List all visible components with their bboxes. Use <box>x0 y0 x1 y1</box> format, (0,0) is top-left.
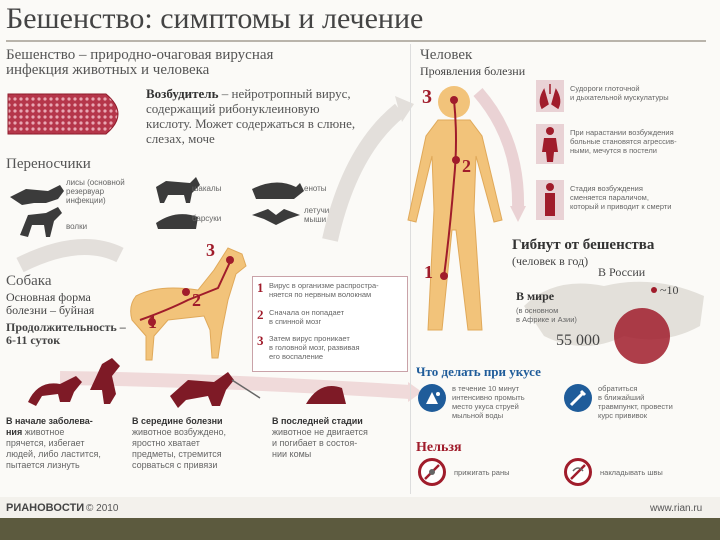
dog-num-2: 2 <box>192 290 201 310</box>
human-subtitle: Проявления болезни <box>420 64 526 78</box>
spread-step-2: Сначала он попадает в спинной мозг <box>269 308 345 326</box>
pathogen-line-4: слезах, моче <box>146 131 215 146</box>
dog-stage-1-icon <box>28 376 82 406</box>
dont-step-1: прижигать раны <box>454 468 510 477</box>
dog-num-3: 3 <box>206 240 215 260</box>
dont-title: Нельзя <box>416 440 462 455</box>
dont-step-2: накладывать швы <box>600 468 663 477</box>
carrier-raccoons: еноты <box>304 184 327 193</box>
human-point-2 <box>452 156 460 164</box>
dog-point-3 <box>226 256 234 264</box>
stage-2-text: В середине болезни животное возбуждено, яростно хватает предметы, стремится сорваться с привязи <box>132 416 227 470</box>
carrier-foxes: лисы (основной резервуар инфекции) <box>66 178 125 205</box>
todo-title: Что делать при укусе <box>416 364 541 379</box>
pathogen-label: Возбудитель <box>146 86 219 101</box>
intro-line-1: Бешенство – природно-очаговая вирусная <box>6 47 274 63</box>
human-num-1: 1 <box>424 262 433 282</box>
human-point-3 <box>450 96 458 104</box>
bottom-strip <box>0 518 720 540</box>
carriers-title: Переносчики <box>6 156 91 172</box>
symptom-3: Стадия возбуждения сменяется параличом, который и приводит к смерти <box>570 184 672 211</box>
pathogen-line-1: – нейротропный вирус, <box>218 86 351 101</box>
no-cauterize-icon <box>418 458 446 486</box>
dog-title: Собака <box>6 273 52 289</box>
arrow-dog-to-human <box>330 110 400 240</box>
footer-url: www.rian.ru <box>650 503 703 514</box>
stage-3-text: В последней стадии животное не двигается и погибает в состоя- нии комы <box>272 416 368 459</box>
dog-stage-3-icon <box>306 386 346 404</box>
deaths-title: Гибнут от бешенства <box>512 237 655 253</box>
page-title: Бешенство: симптомы и лечение <box>6 2 424 35</box>
world-circle <box>614 308 670 364</box>
carrier-bats: летучие мыши <box>304 206 334 224</box>
stage-1-text: В начале заболева- ния животное прячется, избегает людей, либо ластится, пытается лизнуть <box>6 416 101 470</box>
human-title: Человек <box>420 47 473 63</box>
dog-incubation: Продолжительность – 6-11 суток <box>6 320 126 347</box>
human-num-3: 3 <box>422 86 432 108</box>
dog-stage-2-icon <box>170 372 234 408</box>
dog-form: Основная форма болезни – буйная <box>6 290 95 317</box>
spread-box: 1 Вирус в организме распростра- няется по нервным волокнам 2 Сначала он попадает в спинной мозг 3 Затем вирус проникает в головной мозг, развивая его воспаление <box>252 276 408 372</box>
intro-line-2: инфекция животных и человека <box>6 62 210 78</box>
deaths-world-note: (в основном в Африке и Азии) <box>516 306 577 324</box>
spread-step-1: Вирус в организме распростра- няется по нервным волокнам <box>269 281 379 299</box>
human-point-1 <box>440 272 448 280</box>
agitated-person-icon <box>536 124 564 164</box>
dog-stages-silhouettes <box>20 350 360 414</box>
pathogen-line-3: кислоту. Может содержаться в слюне, <box>146 116 356 131</box>
deaths-world-value: 55 000 <box>556 332 600 349</box>
human-num-2: 2 <box>462 156 471 176</box>
dog-num-1: 1 <box>148 312 157 332</box>
spread-step-3: Затем вирус проникает в головной мозг, развивая его воспаление <box>269 334 360 361</box>
deaths-russia-value: ~10 <box>660 283 679 297</box>
carrier-badgers: барсуки <box>192 214 222 223</box>
no-stitches-icon <box>564 458 592 486</box>
dog-point-2 <box>182 288 190 296</box>
syringe-icon <box>564 384 592 412</box>
pathogen-line-2: содержащий рибонуклеиновую <box>146 101 320 116</box>
footer-logo: РИАНОВОСТИ <box>6 502 85 514</box>
paralysis-person-icon <box>536 180 564 220</box>
carrier-jackals: шакалы <box>192 184 222 193</box>
dog-stage-1b-icon <box>90 358 120 404</box>
russia-dot <box>651 287 657 293</box>
lungs-icon <box>536 80 564 112</box>
todo-step-2: обратиться в ближайший травмпункт, провести курс прививок <box>598 384 673 420</box>
human-illustration <box>398 80 508 340</box>
symptom-1: Судороги глоточной и дыхательной мускулатуры <box>570 84 669 102</box>
wash-icon <box>418 384 446 412</box>
arrow-carriers-to-dog <box>20 247 120 265</box>
carrier-wolves: волки <box>66 222 88 231</box>
deaths-russia-label: В России <box>598 265 646 279</box>
deaths-subtitle: (человек в год) <box>512 254 589 268</box>
todo-step-1: в течение 10 минут интенсивно промыть место укуса струей мыльной воды <box>452 384 525 420</box>
symptom-2: При нарастании возбуждения больные становятся агрессив- ными, мечутся в постели <box>570 128 677 155</box>
deaths-world-label: В мире <box>516 289 555 303</box>
footer-copyright: © 2010 <box>86 503 119 514</box>
